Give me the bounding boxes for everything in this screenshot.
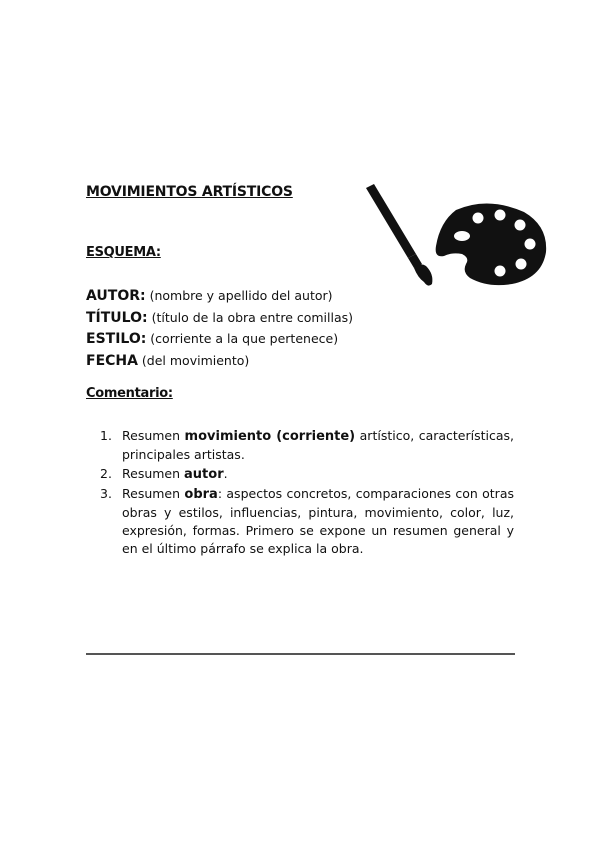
- list-text: Resumen: [122, 486, 185, 501]
- list-text: : aspectos concretos, comparaciones con otras obras y estilos, influencias, pintura, movimiento, color, luz, expresión, formas. Primero se expone un resumen general y en el último párrafo se explica la obra.: [122, 486, 514, 556]
- paintbrush-icon: [366, 184, 432, 286]
- list-item: [100, 485, 514, 558]
- page-title: MOVIMIENTOS ARTÍSTICOS: [86, 184, 293, 200]
- comment-steps-list: [100, 427, 514, 558]
- comentario-heading: Comentario:: [86, 386, 173, 401]
- schema-fields: [86, 286, 353, 372]
- field-key: FECHA: [86, 352, 138, 369]
- field-key: ESTILO:: [86, 331, 147, 347]
- list-number: 1.: [100, 428, 112, 443]
- list-number: 3.: [100, 486, 112, 501]
- field-estilo: [86, 329, 353, 351]
- field-titulo: [86, 308, 353, 330]
- list-bold-text: autor: [184, 467, 224, 482]
- list-bold-text: obra: [184, 487, 218, 502]
- field-value: (título de la obra entre comillas): [147, 309, 354, 325]
- field-value: (del movimiento): [137, 352, 250, 368]
- field-fecha: [86, 351, 353, 373]
- list-item: [100, 427, 514, 464]
- field-value: (nombre y apellido del autor): [145, 288, 333, 303]
- list-text: artístico, características, principales artistas.: [122, 428, 515, 462]
- list-bold-text: movimiento (corriente): [184, 429, 356, 444]
- esquema-heading: ESQUEMA:: [86, 245, 161, 260]
- field-key: AUTOR:: [86, 288, 146, 304]
- paintbrush-palette-icon: [358, 182, 550, 290]
- field-value: (corriente a la que pertenece): [146, 331, 339, 346]
- list-item: [100, 465, 514, 484]
- list-number: 2.: [100, 466, 112, 481]
- list-text: Resumen: [122, 428, 185, 443]
- palette-icon: [436, 203, 546, 285]
- horizontal-rule: [86, 653, 515, 655]
- list-text: Resumen: [122, 466, 185, 481]
- field-autor: [86, 286, 353, 308]
- list-text: .: [223, 466, 228, 481]
- field-key: TÍTULO:: [86, 309, 148, 326]
